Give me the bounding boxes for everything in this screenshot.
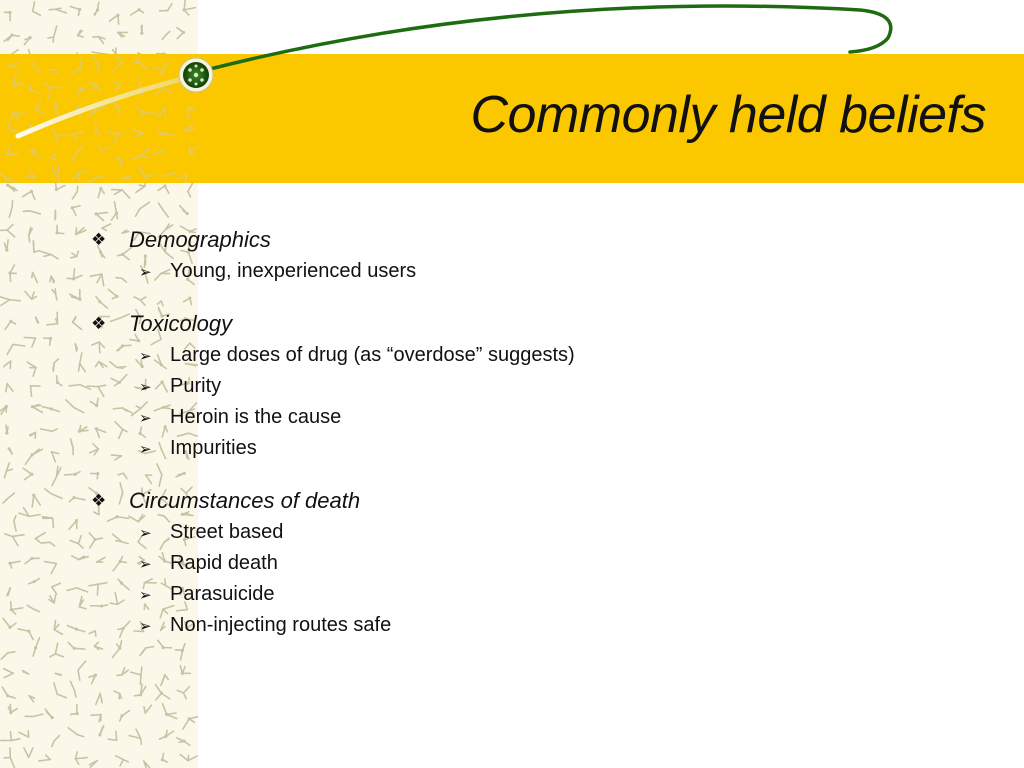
section-label: Demographics <box>129 227 271 252</box>
header-pattern-overlay <box>0 54 198 183</box>
list-item-label: Street based <box>170 521 284 543</box>
arrow-bullet-icon: ➢ <box>139 523 152 542</box>
slide-title: Commonly held beliefs <box>470 86 986 144</box>
list-item <box>88 579 968 610</box>
diamond-bullet-icon: ❖ <box>91 491 107 511</box>
arrow-bullet-icon: ➢ <box>139 262 152 281</box>
header-molecule-pattern-icon <box>0 54 198 183</box>
list-item <box>88 340 968 371</box>
list-item <box>88 610 968 641</box>
section <box>88 485 968 641</box>
arrow-bullet-icon: ➢ <box>139 439 152 458</box>
list-item <box>88 548 968 579</box>
arrow-bullet-icon: ➢ <box>139 616 152 635</box>
list-item <box>88 371 968 402</box>
list-item-label: Rapid death <box>170 552 278 574</box>
list-item-label: Non-injecting routes safe <box>170 614 392 636</box>
list-item-label: Heroin is the cause <box>170 406 342 428</box>
list-item-label: Purity <box>170 375 222 397</box>
diamond-bullet-icon: ❖ <box>91 230 107 250</box>
section-heading <box>88 224 968 256</box>
list-item-label: Impurities <box>170 437 257 459</box>
section-heading <box>88 308 968 340</box>
diamond-bullet-icon: ❖ <box>91 314 107 334</box>
arrow-bullet-icon: ➢ <box>139 377 152 396</box>
arrow-bullet-icon: ➢ <box>139 346 152 365</box>
section-label: Toxicology <box>129 311 233 336</box>
section <box>88 224 968 287</box>
list-item-label: Young, inexperienced users <box>170 260 417 282</box>
list-item <box>88 402 968 433</box>
list-item-label: Large doses of drug (as “overdose” suggests) <box>170 344 575 366</box>
section <box>88 308 968 464</box>
section-label: Circumstances of death <box>129 488 361 513</box>
list-item <box>88 433 968 464</box>
bullet-list <box>88 224 968 662</box>
section-heading <box>88 485 968 517</box>
list-item <box>88 517 968 548</box>
arrow-bullet-icon: ➢ <box>139 554 152 573</box>
list-item <box>88 256 968 287</box>
list-item-label: Parasuicide <box>170 583 275 605</box>
arrow-bullet-icon: ➢ <box>139 585 152 604</box>
arrow-bullet-icon: ➢ <box>139 408 152 427</box>
